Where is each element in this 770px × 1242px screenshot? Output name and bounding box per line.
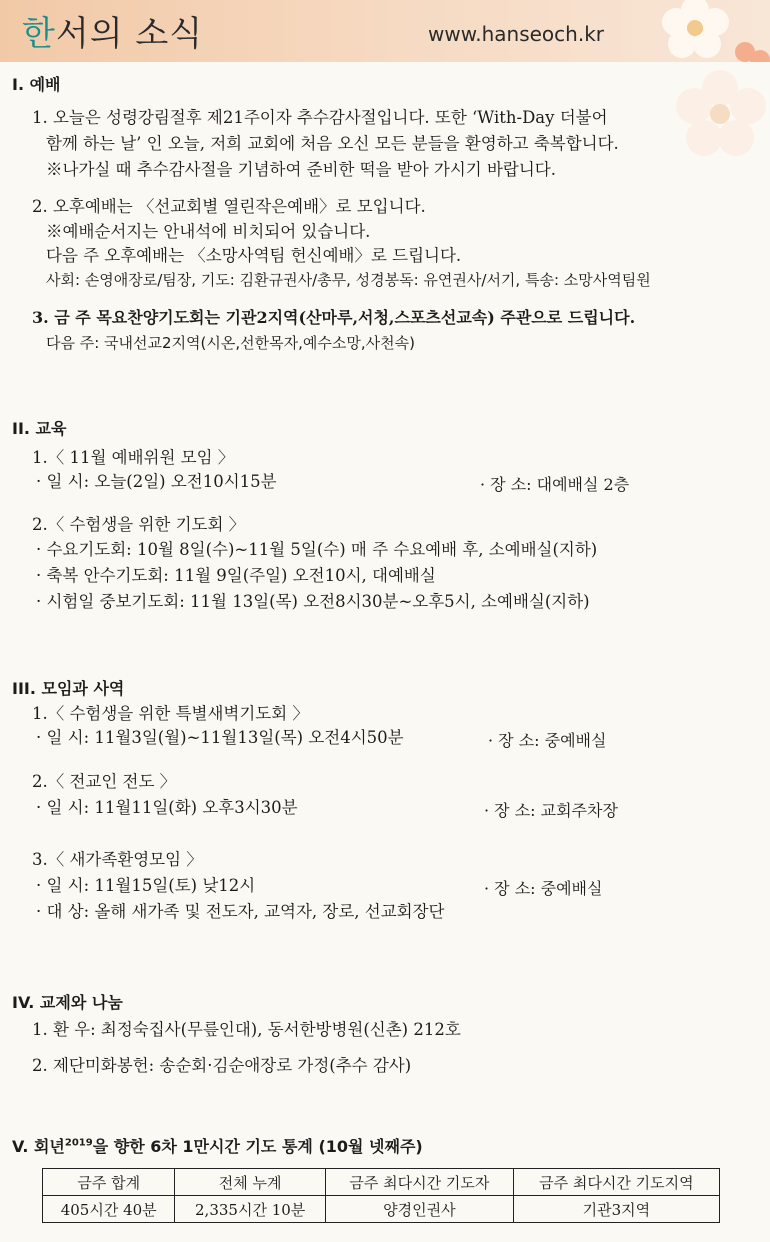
heading-part-b: 을 향한 6차 1만시간 기도 통계 (10월 넷째주) xyxy=(92,1137,423,1156)
table-cell: 2,335시간 10분 xyxy=(175,1196,325,1223)
website-url: www.hanseoch.kr xyxy=(428,22,604,46)
section-heading-education: II. 교육 xyxy=(12,419,67,438)
ministry-item-1-time: · 일 시: 11월3일(월)~11월13일(목) 오전4시50분 xyxy=(36,728,404,747)
ministry-item-2-time: · 일 시: 11월11일(화) 오후3시30분 xyxy=(36,798,298,817)
table-header-cell: 금주 최다시간 기도자 xyxy=(325,1169,513,1196)
section-heading-ministry: III. 모임과 사역 xyxy=(12,679,125,698)
worship-item-1-note: ※나가실 때 추수감사절을 기념하여 준비한 떡을 받아 가시기 바랍니다. xyxy=(46,160,556,179)
worship-item-2-line-1: 2. 오후예배는 〈선교회별 열린작은예배〉로 모입니다. xyxy=(32,197,426,216)
table-cell: 405시간 40분 xyxy=(43,1196,175,1223)
worship-item-2-note: ※예배순서지는 안내석에 비치되어 있습니다. xyxy=(46,222,371,241)
flower-decoration-icon xyxy=(650,58,770,178)
section-heading-worship: I. 예배 xyxy=(12,75,61,94)
education-item-1-place: · 장 소: 대예배실 2층 xyxy=(480,475,630,494)
table-header-cell: 금주 합계 xyxy=(43,1169,175,1196)
ministry-item-3-target: · 대 상: 올해 새가족 및 전도자, 교역자, 장로, 선교회장단 xyxy=(36,902,445,921)
education-item-2-line-1: · 수요기도회: 10월 8일(수)~11월 5일(수) 매 주 수요예배 후, 소예배실(지하) xyxy=(36,540,598,559)
title-accent-char: 한 xyxy=(22,14,56,54)
fellowship-item-1: 1. 환 우: 최정숙집사(무릎인대), 동서한방병원(신촌) 212호 xyxy=(32,1020,461,1039)
education-item-2-line-2: · 축복 안수기도회: 11월 9일(주일) 오전10시, 대예배실 xyxy=(36,566,436,585)
table-cell: 기관3지역 xyxy=(513,1196,719,1223)
header-banner xyxy=(0,0,770,62)
table-header-cell: 전체 누계 xyxy=(175,1169,325,1196)
ministry-item-3-title: 3.〈 새가족환영모임 〉 xyxy=(32,850,203,869)
table-header-row xyxy=(43,1169,720,1196)
education-item-2-title: 2.〈 수험생을 위한 기도회 〉 xyxy=(32,515,246,534)
worship-item-3-line-2: 다음 주: 국내선교2지역(시온,선한목자,예수소망,사천속) xyxy=(46,334,415,352)
worship-item-1-line-1: 1. 오늘은 성령강림절후 제21주이자 추수감사절입니다. 또한 ‘With-Day 더불어 xyxy=(32,108,608,127)
flower-decoration-icon xyxy=(600,0,770,62)
ministry-item-1-title: 1.〈 수험생을 위한 특별새벽기도회 〉 xyxy=(32,704,309,723)
prayer-stats-table xyxy=(42,1168,720,1223)
ministry-item-3-place: · 장 소: 중예배실 xyxy=(484,879,603,898)
ministry-item-3-time: · 일 시: 11월15일(토) 낮12시 xyxy=(36,876,256,895)
fellowship-item-2: 2. 제단미화봉헌: 송순회·김순애장로 가정(추수 감사) xyxy=(32,1056,412,1075)
page-title xyxy=(22,6,203,55)
education-item-2-line-3: · 시험일 중보기도회: 11월 13일(목) 오전8시30분~오후5시, 소예배실(지하) xyxy=(36,592,590,611)
heading-part-a: V. 회년 xyxy=(12,1137,65,1156)
ministry-item-2-title: 2.〈 전교인 전도 〉 xyxy=(32,772,177,791)
education-item-1-time: · 일 시: 오늘(2일) 오전10시15분 xyxy=(36,472,277,491)
heading-year-superscript: 2019 xyxy=(64,1137,93,1149)
table-header-cell: 금주 최다시간 기도지역 xyxy=(513,1169,719,1196)
ministry-item-2-place: · 장 소: 교회주차장 xyxy=(484,801,618,820)
education-item-1-title: 1.〈 11월 예배위원 모임 〉 xyxy=(32,448,235,467)
section-heading-prayer-stats xyxy=(12,1134,423,1157)
ministry-item-1-place: · 장 소: 중예배실 xyxy=(488,731,607,750)
worship-item-1-line-2: 함께 하는 날’ 인 오늘, 저희 교회에 처음 오신 모든 분들을 환영하고 축복합니다. xyxy=(46,134,619,153)
worship-item-2-line-3: 다음 주 오후예배는 〈소망사역팀 헌신예배〉로 드립니다. xyxy=(46,246,462,265)
worship-item-2-roles: 사회: 손영애장로/팀장, 기도: 김환규권사/총무, 성경봉독: 유연권사/서기, 특송: 소망사역팀원 xyxy=(46,271,651,289)
table-row xyxy=(43,1196,720,1223)
worship-item-3-line-1: 3. 금 주 목요찬양기도회는 기관2지역(산마루,서청,스포츠선교속) 주관으로 드립니다. xyxy=(32,308,636,327)
title-rest: 서의 소식 xyxy=(55,14,204,54)
section-heading-fellowship: IV. 교제와 나눔 xyxy=(12,993,123,1012)
table-cell: 양경인권사 xyxy=(325,1196,513,1223)
